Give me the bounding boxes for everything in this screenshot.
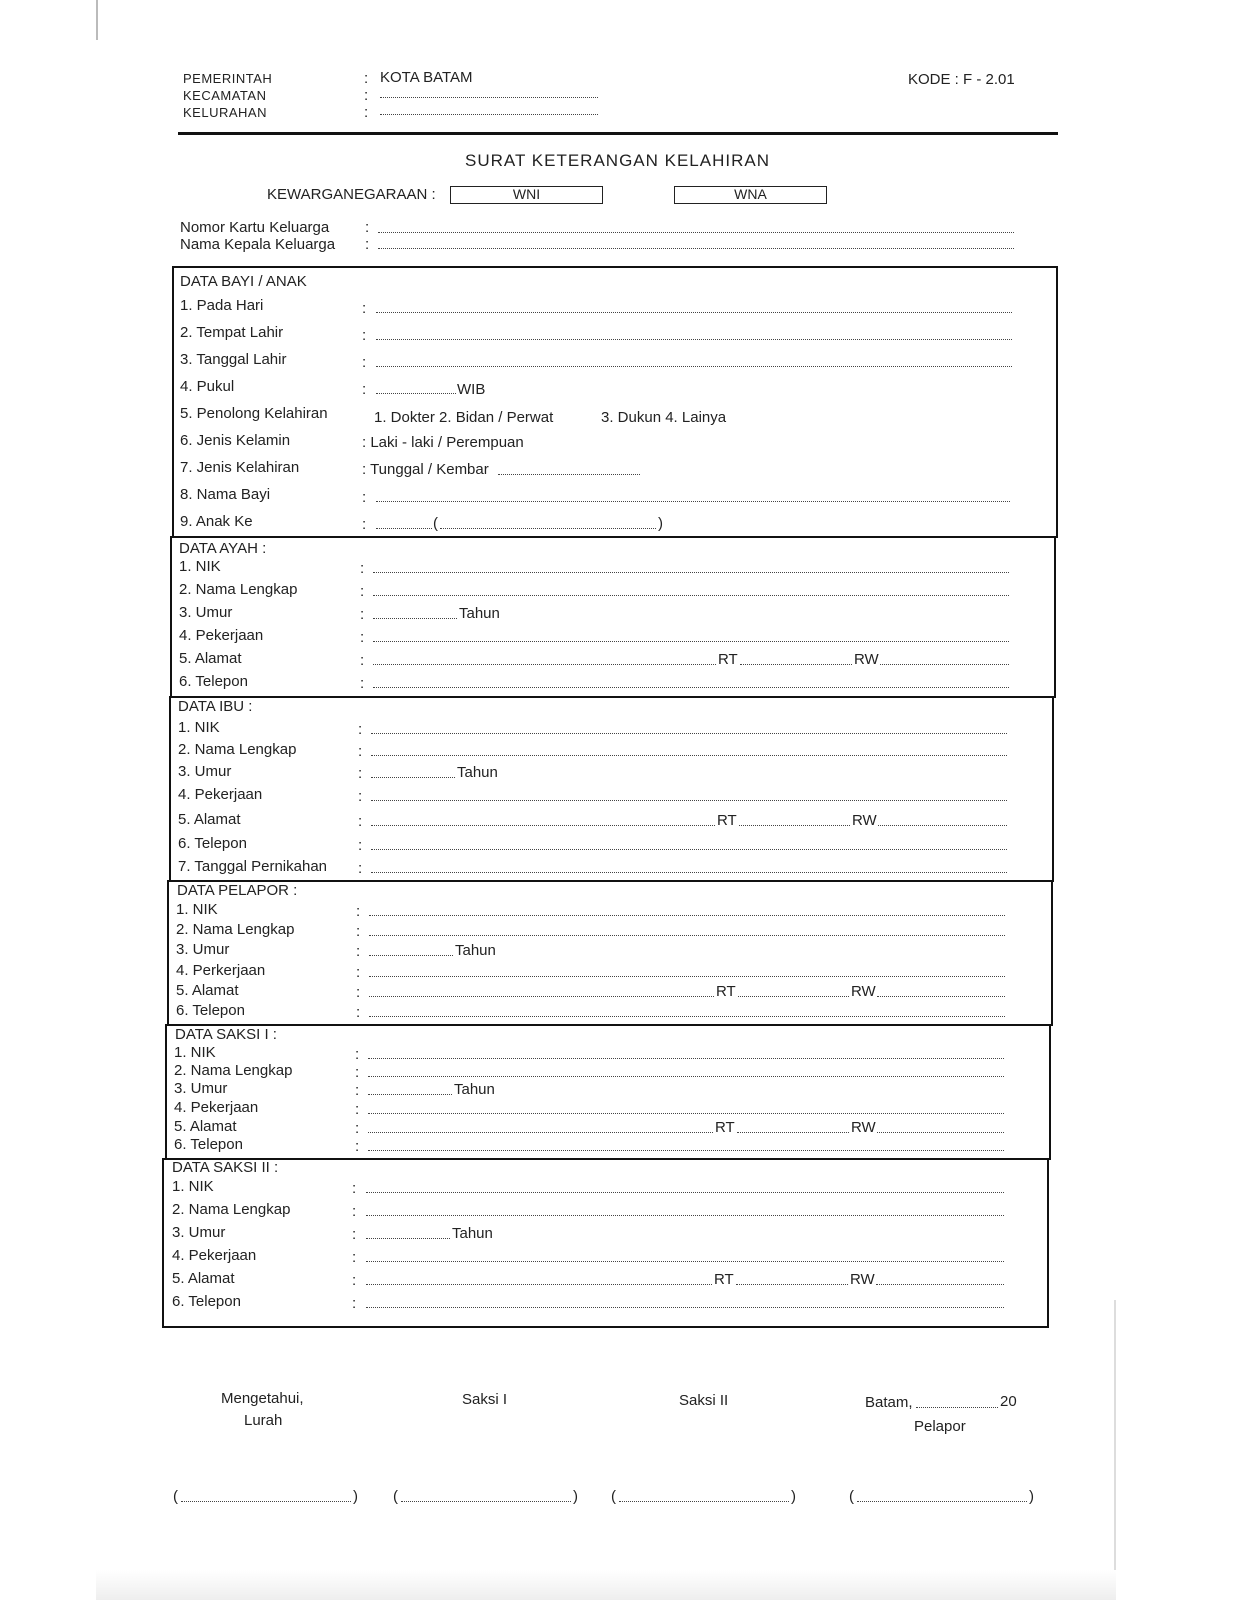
bracket-open: ( <box>173 1488 178 1505</box>
row-label-pelapor: 4. Perkerjaan <box>176 962 266 979</box>
rw-label: RW <box>850 1271 875 1288</box>
colon: : <box>356 984 361 1001</box>
section-pelapor <box>167 880 1053 1026</box>
colon: : <box>356 1004 361 1021</box>
field-rt-pelapor[interactable] <box>738 996 849 997</box>
field-rw-ayah[interactable] <box>880 664 1009 665</box>
field-alamat-ibu[interactable] <box>371 825 715 826</box>
field-ayah-0[interactable] <box>373 572 1009 573</box>
row-label-ayah: 4. Pekerjaan <box>179 627 264 644</box>
row-label-pelapor: 1. NIK <box>176 901 218 918</box>
field-saksi1-5[interactable] <box>368 1150 1004 1151</box>
field-alamat-ayah[interactable] <box>373 664 716 665</box>
kelamin-options[interactable]: : Laki - laki / Perempuan <box>362 434 524 451</box>
header-label-kecamatan: KECAMATAN <box>183 88 267 103</box>
field-pelapor-0[interactable] <box>369 915 1005 916</box>
row-label-ibu: 1. NIK <box>178 719 220 736</box>
saksi2-sign-field[interactable] <box>619 1501 789 1502</box>
row-label: 9. Anak Ke <box>180 513 253 530</box>
row-label: 2. Tempat Lahir <box>180 324 284 341</box>
section-saksi1 <box>165 1024 1051 1160</box>
colon: : <box>355 1138 360 1155</box>
pelapor-sign-field[interactable] <box>857 1501 1027 1502</box>
colon: : <box>360 583 365 600</box>
field-pukul[interactable] <box>376 393 456 394</box>
row-label-saksi2: 4. Pekerjaan <box>172 1247 257 1264</box>
colon: : <box>362 300 367 317</box>
section-title-pelapor: DATA PELAPOR : <box>177 882 298 899</box>
field-umur-saksi2[interactable] <box>366 1238 450 1239</box>
field-ibu-6[interactable] <box>371 872 1007 873</box>
colon: : <box>358 765 363 782</box>
row-label: 1. Pada Hari <box>180 297 264 314</box>
field-alamat-saksi1[interactable] <box>368 1132 713 1133</box>
row-label-pelapor: 6. Telepon <box>176 1002 245 1019</box>
citizenship-wna-box[interactable]: WNA <box>674 186 827 204</box>
saksi1-sign-field[interactable] <box>401 1501 571 1502</box>
rt-label: RT <box>716 983 736 1000</box>
row-label-saksi2: 3. Umur <box>172 1224 226 1241</box>
field-ayah-5[interactable] <box>373 687 1009 688</box>
rt-label: RT <box>717 812 737 829</box>
colon: : <box>352 1249 357 1266</box>
colon: : <box>362 516 367 533</box>
colon: : <box>355 1101 360 1118</box>
field-nama-bayi[interactable] <box>376 501 1010 502</box>
row-label-pelapor: 5. Alamat <box>176 982 239 999</box>
row-label-ayah: 2. Nama Lengkap <box>179 581 298 598</box>
scan-edge-bottom <box>96 1570 1116 1600</box>
form-code: KODE : F - 2.01 <box>908 71 1015 88</box>
field-rt-ibu[interactable] <box>739 825 850 826</box>
colon: : <box>356 964 361 981</box>
kecamatan-field[interactable] <box>380 97 598 98</box>
colon: : <box>352 1226 357 1243</box>
kelurahan-field[interactable] <box>380 114 598 115</box>
colon: : <box>365 236 370 253</box>
colon: : <box>364 70 369 87</box>
bracket-close: ) <box>791 1488 796 1505</box>
colon: : <box>360 560 365 577</box>
section-title-saksi2: DATA SAKSI II : <box>172 1159 279 1176</box>
scan-edge-right <box>1114 1300 1116 1600</box>
colon: : <box>352 1180 357 1197</box>
section-title-ibu: DATA IBU : <box>178 698 253 715</box>
row-label-ayah: 1. NIK <box>179 558 221 575</box>
rt-label: RT <box>718 651 738 668</box>
colon: : <box>358 860 363 877</box>
row-label-ibu: 4. Pekerjaan <box>178 786 263 803</box>
row-label-saksi2: 5. Alamat <box>172 1270 235 1287</box>
kelahiran-options[interactable]: : Tunggal / Kembar <box>362 461 489 478</box>
field-saksi2-1[interactable] <box>366 1215 1004 1216</box>
penolong-options[interactable]: 1. Dokter 2. Bidan / Perwat <box>374 409 554 426</box>
colon: : <box>355 1064 360 1081</box>
kk-number-field[interactable] <box>378 232 1014 233</box>
family-head-label: Nama Kepala Keluarga <box>180 236 336 253</box>
row-label-saksi1: 2. Nama Lengkap <box>174 1062 293 1079</box>
penolong-options-2[interactable]: 3. Dukun 4. Lainya <box>601 409 727 426</box>
row-label-ibu: 6. Telepon <box>178 835 247 852</box>
colon: : <box>364 87 369 104</box>
colon: : <box>365 219 370 236</box>
row-label: 8. Nama Bayi <box>180 486 271 503</box>
row-label: 3. Tanggal Lahir <box>180 351 287 368</box>
field-rw-saksi1[interactable] <box>877 1132 1004 1133</box>
field-saksi2-3[interactable] <box>366 1261 1004 1262</box>
rt-label: RT <box>715 1119 735 1136</box>
field-tempat-lahir[interactable] <box>376 339 1012 340</box>
field-anak-ke-words[interactable] <box>440 528 656 529</box>
citizenship-wni-box[interactable]: WNI <box>450 186 603 204</box>
field-pelapor-1[interactable] <box>369 935 1005 936</box>
bracket-close: ) <box>1029 1488 1034 1505</box>
header-label-kelurahan: KELURAHAN <box>183 105 267 120</box>
field-umur-pelapor[interactable] <box>369 955 453 956</box>
rw-label: RW <box>851 983 876 1000</box>
field-ibu-1[interactable] <box>371 755 1007 756</box>
header-label-pemerintah: PEMERINTAH <box>183 71 273 86</box>
row-label-saksi1: 3. Umur <box>174 1080 228 1097</box>
row-label: 5. Penolong Kelahiran <box>180 405 328 422</box>
bracket-open: ( <box>611 1488 616 1505</box>
section-title-saksi1: DATA SAKSI I : <box>175 1026 277 1043</box>
colon: : <box>356 943 361 960</box>
bracket-close: ) <box>658 515 663 532</box>
colon: : <box>355 1120 360 1137</box>
field-rw-pelapor[interactable] <box>877 996 1005 997</box>
colon: : <box>360 629 365 646</box>
field-pada-hari[interactable] <box>376 312 1012 313</box>
bracket-close: ) <box>573 1488 578 1505</box>
section-bayi <box>172 266 1058 538</box>
field-saksi2-0[interactable] <box>366 1192 1004 1193</box>
colon: : <box>355 1046 360 1063</box>
tahun-unit: Tahun <box>452 1225 493 1242</box>
field-ayah-3[interactable] <box>373 641 1009 642</box>
colon: : <box>360 675 365 692</box>
section-ayah <box>170 536 1056 698</box>
colon: : <box>355 1082 360 1099</box>
tahun-unit: Tahun <box>457 764 498 781</box>
colon: : <box>352 1272 357 1289</box>
field-ibu-0[interactable] <box>371 733 1007 734</box>
row-label-ayah: 3. Umur <box>179 604 233 621</box>
pemerintah-value: KOTA BATAM <box>380 69 473 86</box>
document-title: SURAT KETERANGAN KELAHIRAN <box>465 151 770 170</box>
lurah-label: Lurah <box>244 1412 283 1429</box>
tahun-unit: Tahun <box>454 1081 495 1098</box>
section-ibu <box>169 696 1054 882</box>
field-saksi1-3[interactable] <box>368 1113 1004 1114</box>
field-alamat-saksi2[interactable] <box>366 1284 712 1285</box>
field-ibu-3[interactable] <box>371 800 1007 801</box>
field-anak-ke[interactable] <box>376 528 432 529</box>
colon: : <box>352 1295 357 1312</box>
row-label-ibu: 7. Tanggal Pernikahan <box>178 858 328 875</box>
family-head-field[interactable] <box>378 248 1014 249</box>
colon: : <box>360 652 365 669</box>
field-saksi2-5[interactable] <box>366 1307 1004 1308</box>
row-label-saksi1: 4. Pekerjaan <box>174 1099 259 1116</box>
bracket-close: ) <box>353 1488 358 1505</box>
field-rt-saksi1[interactable] <box>737 1132 849 1133</box>
bracket-open: ( <box>433 515 438 532</box>
colon: : <box>352 1203 357 1220</box>
row-label-saksi2: 1. NIK <box>172 1178 214 1195</box>
colon: : <box>358 743 363 760</box>
field-pelapor-3[interactable] <box>369 976 1005 977</box>
row-label-ibu: 2. Nama Lengkap <box>178 741 297 758</box>
colon: : <box>364 104 369 121</box>
section-title-ayah: DATA AYAH : <box>179 540 267 557</box>
row-label-ayah: 5. Alamat <box>179 650 242 667</box>
year-label: 20 <box>1000 1393 1017 1410</box>
colon: : <box>358 837 363 854</box>
colon: : <box>358 813 363 830</box>
section-saksi2 <box>162 1158 1049 1328</box>
header-rule <box>178 132 1058 135</box>
field-ibu-5[interactable] <box>371 849 1007 850</box>
bracket-open: ( <box>393 1488 398 1505</box>
saksi1-label: Saksi I <box>462 1391 508 1408</box>
row-label-saksi2: 6. Telepon <box>172 1293 241 1310</box>
kk-number-label: Nomor Kartu Keluarga <box>180 219 330 236</box>
row-label-saksi1: 5. Alamat <box>174 1118 237 1135</box>
field-alamat-pelapor[interactable] <box>369 996 714 997</box>
bracket-open: ( <box>849 1488 854 1505</box>
rw-label: RW <box>854 651 879 668</box>
date-field[interactable] <box>916 1407 998 1408</box>
row-label: 7. Jenis Kelahiran <box>180 459 300 476</box>
wib-unit: WIB <box>457 381 486 398</box>
field-rw-ibu[interactable] <box>878 825 1007 826</box>
colon: : <box>358 788 363 805</box>
section-title-bayi: DATA BAYI / ANAK <box>180 273 307 290</box>
lurah-sign-field[interactable] <box>181 1501 351 1502</box>
field-ayah-1[interactable] <box>373 595 1009 596</box>
rw-label: RW <box>851 1119 876 1136</box>
row-label-ibu: 3. Umur <box>178 763 232 780</box>
field-umur-saksi1[interactable] <box>368 1094 452 1095</box>
pelapor-sign-label: Pelapor <box>914 1418 966 1435</box>
saksi2-label: Saksi II <box>679 1392 729 1409</box>
field-saksi1-0[interactable] <box>368 1058 1004 1059</box>
field-rt-saksi2[interactable] <box>736 1284 848 1285</box>
tahun-unit: Tahun <box>459 605 500 622</box>
colon: : <box>362 327 367 344</box>
citizenship-label: KEWARGANEGARAAN : <box>267 186 436 203</box>
mengetahui-label: Mengetahui, <box>221 1390 304 1407</box>
field-rw-saksi2[interactable] <box>876 1284 1004 1285</box>
colon: : <box>362 354 367 371</box>
colon: : <box>356 923 361 940</box>
batam-label: Batam, <box>865 1394 913 1411</box>
field-umur-ayah[interactable] <box>373 618 457 619</box>
scan-edge-left <box>96 0 98 40</box>
field-tanggal-lahir[interactable] <box>376 366 1012 367</box>
colon: : <box>362 381 367 398</box>
row-label: 4. Pukul <box>180 378 235 395</box>
rt-label: RT <box>714 1271 734 1288</box>
field-kembar[interactable] <box>498 474 640 475</box>
row-label-pelapor: 3. Umur <box>176 941 230 958</box>
field-umur-ibu[interactable] <box>371 777 455 778</box>
field-rt-ayah[interactable] <box>740 664 852 665</box>
tahun-unit: Tahun <box>455 942 496 959</box>
row-label: 6. Jenis Kelamin <box>180 432 291 449</box>
rw-label: RW <box>852 812 877 829</box>
row-label-saksi1: 6. Telepon <box>174 1136 243 1153</box>
field-saksi1-1[interactable] <box>368 1076 1004 1077</box>
row-label-ibu: 5. Alamat <box>178 811 241 828</box>
field-pelapor-5[interactable] <box>369 1016 1005 1017</box>
row-label-saksi1: 1. NIK <box>174 1044 216 1061</box>
row-label-ayah: 6. Telepon <box>179 673 248 690</box>
colon: : <box>358 721 363 738</box>
colon: : <box>360 606 365 623</box>
colon: : <box>356 903 361 920</box>
colon: : <box>362 489 367 506</box>
row-label-saksi2: 2. Nama Lengkap <box>172 1201 291 1218</box>
row-label-pelapor: 2. Nama Lengkap <box>176 921 295 938</box>
